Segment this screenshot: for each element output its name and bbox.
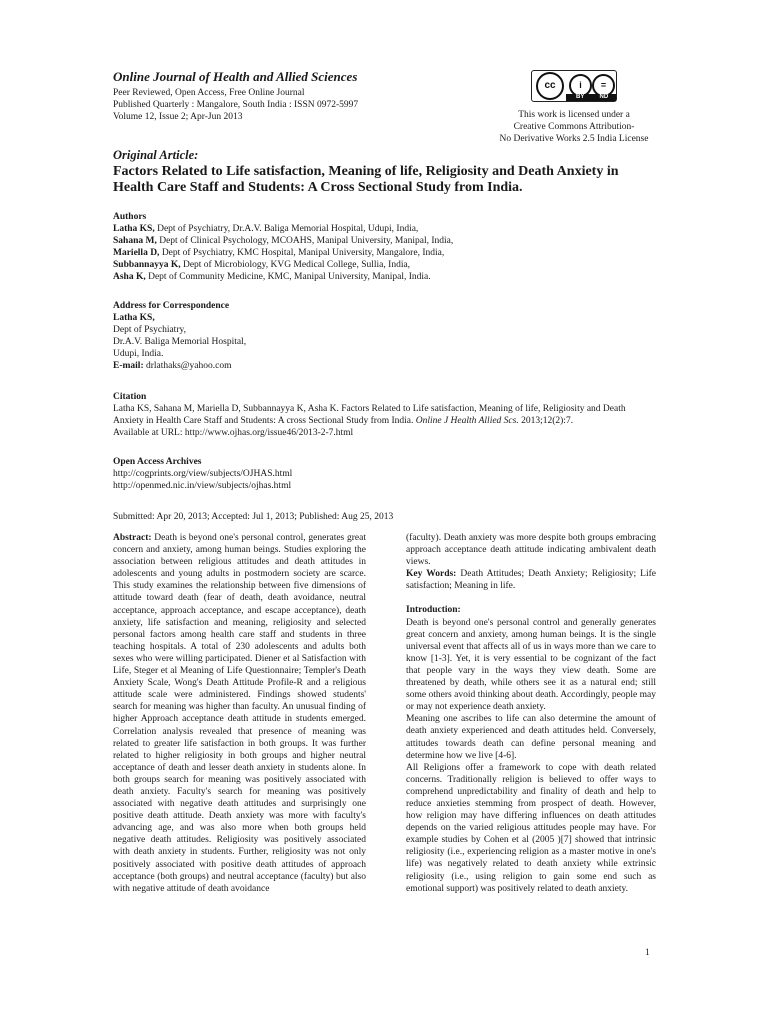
authors-heading: Authors: [113, 212, 147, 222]
introduction-paragraph: Death is beyond one's personal control and generally generates great concern and anxiety, among human beings. It is the single universal event that affects all of us in ways more than we care to know [1-3]. Yet, it is very essential to be cognizant of the fact that people vary in the ways they view death. Some are threatened by death, while others see it as a natural end; still some others avoid thinking about death. Accordingly, people may or may not experience death anxiety.: [406, 617, 656, 713]
creative-commons-badge-icon[interactable]: [531, 70, 617, 102]
correspondence-section: [113, 300, 653, 372]
author-name: Subbannayya K,: [113, 260, 181, 270]
journal-publication-info: Published Quarterly : Mangalore, South India : ISSN 0972-5997: [113, 100, 359, 110]
author-affiliation: Dept of Psychiatry, KMC Hospital, Manipal University, Mangalore, India,: [159, 248, 445, 258]
article-type: Original Article:: [113, 148, 199, 162]
journal-tagline: Peer Reviewed, Open Access, Free Online Journal: [113, 88, 305, 98]
author-name: Sahana M,: [113, 236, 157, 246]
left-column: [113, 532, 366, 895]
page-number: 1: [645, 948, 650, 958]
article-title: Factors Related to Life satisfaction, Meaning of life, Religiosity and Death Anxiety in Health Care Staff and Students: A Cross Sectional Study from India.: [113, 164, 619, 195]
cc-logo-icon: cc: [536, 72, 564, 100]
author-affiliation: Dept of Microbiology, KVG Medical College, Sullia, India,: [180, 260, 411, 270]
license-line-2: Creative Commons Attribution-: [513, 122, 635, 132]
introduction-heading: Introduction:: [406, 605, 461, 616]
keywords-label: Key Words:: [406, 569, 457, 580]
correspondence-address-line: Dr.A.V. Baliga Memorial Hospital,: [113, 337, 247, 347]
keywords: [406, 568, 656, 592]
email-link[interactable]: drlathaks@yahoo.com: [143, 361, 232, 371]
cc-badge-by-label: BY: [575, 94, 585, 100]
authors-section: [113, 211, 653, 283]
citation-section: [113, 391, 653, 439]
author-name: Mariella D,: [113, 248, 160, 258]
abstract-label: Abstract:: [113, 533, 152, 543]
correspondence-email: [113, 360, 653, 372]
archives-heading: Open Access Archives: [113, 457, 202, 467]
license-line-1: This work is licensed under a: [518, 110, 630, 120]
author-affiliation: Dept of Psychiatry, Dr.A.V. Baliga Memorial Hospital, Udupi, India,: [154, 224, 419, 234]
email-label: E-mail:: [113, 361, 144, 371]
author-affiliation: Dept of Clinical Psychology, MCOAHS, Manipal University, Manipal, India,: [156, 236, 454, 246]
archive-link[interactable]: http://openmed.nic.in/view/subjects/ojhas.html: [113, 481, 292, 491]
author-line: [113, 271, 653, 283]
attribution-icon: i: [569, 74, 592, 97]
cc-badge-strip: [566, 94, 616, 101]
dates-line: Submitted: Apr 20, 2013; Accepted: Jul 1, 2013; Published: Aug 25, 2013: [113, 512, 394, 522]
archives-section: [113, 456, 653, 492]
license-text: [498, 109, 650, 145]
correspondence-name: Latha KS,: [113, 313, 155, 323]
abstract-text: Death is beyond one's personal control, generates great concern and anxiety, among human beings. Studies exploring the association between religious attitudes and death attitudes in adolescents and young adults in postmodern society are scarce. This study examines the relationship between five dimensions of attitude toward death (fear of death, death avoidance, neutral acceptance, approach acceptance, and escape acceptance), death anxiety, life satisfaction and meaning, religiosity and selected personal factors among health care staff and students in three teaching hospitals. A total of 230 adolescents and adults both sexes who were willing participated. Diener et al Satisfaction with Life, Steger et al Meaning of Life Questionnaire; Templer's Death Anxiety Scale, Wong's Death Attitude Profile-R and a religious attitude scale were administered. Findings showed students' search for meaning was higher than faculty. An unusual finding of higher Approach acceptance death attitude in students emerged. Correlation analysis revealed that presence of meaning was related to greater life satisfaction in both groups. It was further related to higher religiosity in both groups and higher neutral acceptance of death and lesser death anxiety in students alone. In both groups search for meaning was positively associated with death anxiety. Faculty's search for meaning was positively associated with negative death attitudes and surprisingly one positive death attitude. Death anxiety was more with faculty's advancing age, and was also more when both groups held negative death attitudes. Religiosity was positively associated with death anxiety in students. Further, religiosity was not only positively associated with positive death attitudes of approach acceptance (both groups) and neutral acceptance (faculty) but also with negative attitude of death avoidance: [113, 533, 366, 894]
citation-url[interactable]: Available at URL: http://www.ojhas.org/issue46/2013-2-7.html: [113, 428, 354, 438]
introduction-paragraph: Meaning one ascribes to life can also determine the amount of death anxiety experienced and death attitudes held. Conversely, attitudes towards death can define personal meaning and determine how we live [4-6].: [406, 714, 656, 761]
citation-authors-title: Latha KS, Sahana M, Mariella D, Subbannayya K, Asha K. Factors Related to Life satisfaction, Meaning of life, Religiosity and Death Anxiety in Health Care Staff and Students: A cross Sectional Study from India.: [113, 404, 626, 426]
license-block: [498, 70, 650, 145]
introduction-paragraph: All Religions offer a framework to cope with death related concerns. Traditionally religion is believed to offer ways to comprehend unpredictability and finality of death and help to reduce anxieties stemming from prospect of death. However, how religion may have differing influences on death attitudes depends on the varied religious attitudes people may have. For example studies by Cohen et al (2005 )[7] showed that intrinsic religiosity (i.e., experiencing religion as a master motive in one's life) was negatively related to death anxiety while extrinsic religiosity (i.e., using religion to gain some end such as emotional support) was positively related to death anxiety.: [406, 762, 656, 894]
journal-header: [113, 69, 493, 123]
author-line: [113, 223, 653, 235]
author-affiliation: Dept of Community Medicine, KMC, Manipal University, Manipal, India.: [145, 272, 431, 282]
correspondence-address-line: Udupi, India.: [113, 349, 164, 359]
right-column: [406, 532, 656, 895]
correspondence-address-line: Dept of Psychiatry,: [113, 325, 186, 335]
citation-heading: Citation: [113, 392, 147, 402]
license-line-3: No Derivative Works 2.5 India License: [499, 134, 649, 144]
abstract-continued: (faculty). Death anxiety was more despite both groups embracing approach acceptance death attitude indicating ambivalent death views.: [406, 533, 656, 568]
journal-title: Online Journal of Health and Allied Sciences: [113, 69, 358, 84]
citation-volume: 2013;12(2):7.: [518, 416, 574, 426]
author-name: Asha K,: [113, 272, 146, 282]
correspondence-heading: Address for Correspondence: [113, 301, 230, 311]
archive-link[interactable]: http://cogprints.org/view/subjects/OJHAS.html: [113, 469, 293, 479]
citation-text: [113, 403, 653, 427]
article-heading: [113, 148, 658, 196]
cc-badge-nd-label: ND: [599, 94, 609, 100]
keywords-text: Death Attitudes; Death Anxiety; Religiosity; Life satisfaction; Meaning in life.: [406, 569, 656, 592]
author-name: Latha KS,: [113, 224, 155, 234]
author-line: [113, 259, 653, 271]
abstract: [113, 532, 366, 895]
citation-journal: Online J Health Allied Scs.: [415, 416, 519, 426]
journal-volume: Volume 12, Issue 2; Apr-Jun 2013: [113, 112, 243, 122]
author-line: [113, 235, 653, 247]
no-derivatives-icon: =: [592, 74, 615, 97]
author-line: [113, 247, 653, 259]
